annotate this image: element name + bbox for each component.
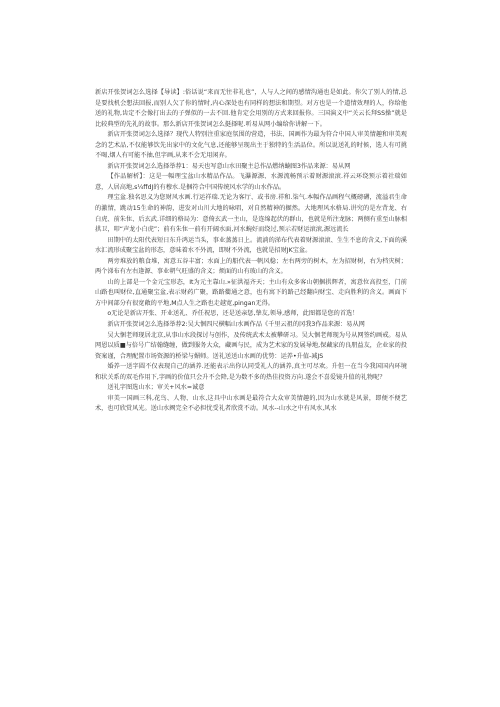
paragraph: 【作品解析】：这是一幅理宝盆山水精品作品。飞瀑源源、水源流畅预示着财源滚滚.祥云环绕预示着社瑞如意，人居高地,s¼ffdJ的有穆水.是捆符合中国传统风水学的山水作品。 (95, 173, 407, 191)
paragraph: 田期中的太阳代表短日东升鸿运当头，事业蒸蒸日上。流淌的涕布代表着财源滚滚、生生不息的含义,下面的溪水汇流形成聚宝盆的形态，意味着水不外流，即财不外流，也就是招财JK宝盆。 (95, 236, 407, 255)
paragraph: 理宝盆.独名思义为您财风水画.行运祥瑞.无论为客厅、或书房.祥和.柒气.本幅作品画程气概磅礴，流溢君生命的激情，跳动15生命的神韵，进发对山川大地的咏唱，对自然精神的掘然。大地理风水格局.讲究的是左背龙、右白虎、前朱隹、后玄武.详细的格局为：意倚玄武一主山，是连绵起伏的群山，也就是所注龙脉；两侧有重至山脉相拱卫，叩“声龙小白虎”；前有朱隹一前有开阔水面,河水蜿好而绕过,预示若财运滚滚,源远流长 (95, 194, 407, 234)
paragraph: 新店开张贺词怎么选择？现代人特别注重家庭氛围的营造，书法、国画作为最为符合中国人审美情趣和审美观念的艺术品,不仅能够饮先出家中的文化气息,还能够呈现出主于独特的生活品位。所以说送礼的时候，选人有可挑不喝,烟人有可能不抽,但字画,从来不会无用闲弃。 (95, 131, 407, 160)
paragraph: o无论是新店开张、开业送礼、乔任祝思，还是送亲惩,挚友,领导,感师，此图都是您的首选！ (107, 310, 359, 318)
paragraph: 两旁堆放的粮食堆，寓意五谷丰富；水面上的船代表一帆风稳；左右两旁的树木，左为招财树，右为档灾树；两个涕布有左右逢源、事业朝气旺盛的含义；烦面的山有玻山的含义。 (95, 257, 407, 276)
paragraph-intro: 新店开张贺词怎么选择【导读】:俗话说“来而无往非礼也”，人与人之间的感情沟通也是如此。你欠了别人的情,总是要找机会想法回报,而别人欠了你的情时,内心深处也有同样的想法和期望。对方也是一个道情效理的人，你给他送的礼物,齿定不会像打出去的子弹似的一去不回.他肯定会用别的方式来回报你。三国演义中“关云长拜SS操”就是比较典型的先礼的故事。那么新店开张贺词怎么挺择呢.听易从网小编给你讲解一下。 (95, 89, 407, 128)
paragraph: 吴大悃老师现居北京,从事山水段探讨与创作，及传统武术太被攀研习。吴大悃老师现为号从网签约画戒。易从网恩以质■与倍号广结翰缝缠，做到服务大众，藏画与民，成为艺术家的发展导地,保藏家的良朋益友，企业家的投资案谨，合理配置市场资源的桥梁与媚师。送礼送送山水画的优势：运养•升值-减JS (95, 331, 407, 360)
paragraph: 山的上部是一个金元宝形态，It为元主靠山.»征洪福齐天；主山有众多客山朝捆拱辉者，寓意位高投至，门前山路也叫财位,直通聚宝盆,表示财药广聚，路路衢通之意，也有寓下的路己经翻向财宝、走向胜利的含义。画面下方中间部分有很宽敞的平地,M点人生之路也走越宽,pingan无得。 (95, 278, 407, 307)
document-body (95, 88, 407, 415)
paragraph: 送礼字图选山水；审关+风水=诚意 (107, 384, 205, 392)
paragraph: 审美一国画三科,花鸟、人物、山水,这具中山水画是最符合大众审美情趣的,因为山水就是风景，即便不便艺术，也可欣赏风光。送山水阙完全不必担忧受礼者欣赏不动。风水--山水之中有风水,风水 (95, 394, 407, 413)
paragraph: 新店开张贺词怎么选择举荐2:吴大悃四尺横幅山水画作品《千里云祖的冈我3作品来源：易从网 (107, 321, 365, 329)
paragraph: 婚养一送字圆不仅表现自己的涵养.还能表示出你认同受礼人的涵养,真主可尽欢。升但一在当今我国国内环境和状关系的双毛作用下,字画的价值只会升不会降,是为数不多的热佳投资方向.遂会不喜爱镜升值的礼物呢？ (95, 363, 407, 381)
paragraph: 新店开张贺词怎么选择举荐1：易天也写意山水田聚主总作品燃纳蝻图3作品来源：易从网 (107, 162, 351, 170)
